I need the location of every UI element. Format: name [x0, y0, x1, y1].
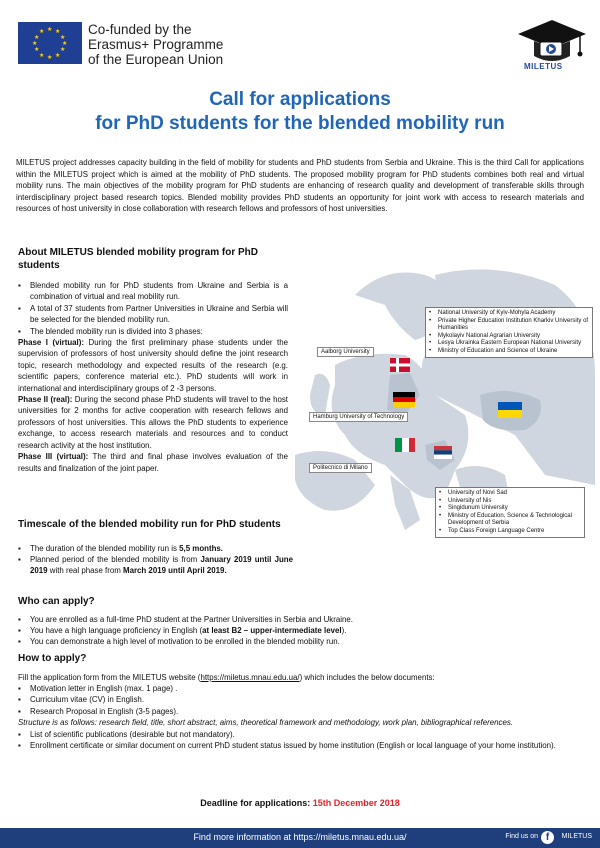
proposal-structure-note: Structure is as follows: research field, title, short abstract, aims, theoretical framework and methodology, work plan, bibliographical references.	[18, 718, 513, 728]
who-bullets	[18, 614, 588, 648]
find-us-label: Find us on	[505, 833, 538, 840]
list-item	[18, 625, 588, 636]
phase-2-label: Phase II (real):	[18, 395, 73, 405]
deadline-date: 15th December 2018	[312, 798, 400, 808]
about-bullets	[18, 280, 288, 337]
list-item: • National University of Kyiv-Mohyla Academy	[429, 310, 589, 318]
list-item: ▪ List of scientific publications (desirable but not mandatory).	[18, 729, 588, 740]
language-level: at least B2 – upper-intermediate level	[202, 625, 342, 635]
how-intro-text: Fill the application form from the MILETUS website (	[18, 672, 201, 682]
deadline-label: Deadline for applications:	[200, 798, 313, 808]
facebook-icon[interactable]: f	[541, 831, 554, 844]
list-item: • Ministry of Education, Science & Technological Development of Serbia	[439, 513, 581, 528]
list-item: • Ministry of Education and Science of Ukraine	[429, 348, 589, 356]
real-phase-range: March 2019 until April 2019.	[123, 566, 227, 576]
document-list	[18, 683, 588, 717]
list-item: ▪ The blended mobility run is divided into 3 phases:	[18, 326, 288, 337]
how-intro	[18, 672, 588, 683]
timescale-heading: Timescale of the blended mobility run for PhD students	[18, 519, 281, 530]
list-item	[18, 543, 588, 554]
footer-info-link[interactable]: Find more information at https://miletus.mnau.edu.ua/	[193, 832, 407, 842]
list-item: ▪ Curriculum vitae (CV) in English.	[18, 694, 588, 705]
list-item: ▪ You can demonstrate a high level of motivation to be enrolled in the blended mobility run.	[18, 636, 588, 647]
duration-value: 5,5 months.	[179, 543, 223, 553]
phase-1	[18, 337, 288, 394]
ukraine-flag-icon	[498, 402, 522, 418]
germany-flag-icon	[393, 392, 415, 407]
list-item: ▪ Enrollment certificate or similar document on current PhD student status issued by home institution (English or local language of your home institution).	[18, 740, 588, 751]
list-item: ▪ Research Proposal in English (3-5 pages).	[18, 706, 588, 717]
miletus-website-link[interactable]: https://miletus.mnau.edu.ua/	[200, 672, 300, 682]
language-text: You have a high language proficiency in English (	[30, 625, 203, 635]
about-section	[18, 247, 288, 474]
europe-map	[295, 255, 595, 545]
who-heading: Who can apply?	[18, 596, 95, 607]
list-item: ▪ Motivation letter in English (max. 1 page) .	[18, 683, 588, 694]
list-item: • Singidunum University	[439, 505, 581, 513]
who-section	[18, 596, 588, 648]
phase-3-label: Phase III (virtual):	[18, 452, 89, 462]
list-item: ▪ A total of 37 students from Partner Universities in Ukraine and Serbia will be selected for the blended mobility run.	[18, 303, 288, 326]
footer	[0, 828, 600, 848]
how-intro-end: ) which includes the below documents:	[299, 672, 435, 682]
list-item: • Mykolayiv National Agrarian University	[429, 333, 589, 341]
period-text: Planned period of the blended mobility is from	[30, 554, 201, 564]
city-label-milano: Politecnico di Milano	[309, 463, 372, 473]
eu-funding-text	[88, 22, 223, 67]
phase-2-text: During the second phase PhD students will travel to the host universities for 2 months for active cooperation with research fellows and professors of host universities. This allows the PhD students to experience exchange, to access research materials and resources and to conduct research activity at the host institution.	[18, 395, 288, 450]
list-item: • University of Novi Sad	[439, 490, 581, 498]
list-item: • Private Higher Education Institution Kharkiv University of Humanities	[429, 318, 589, 333]
intro-paragraph: MILETUS project addresses capacity building in the field of mobility for students and PhD students from Serbia and Ukraine. This is the third Call for applications within the MILETUS project which is aimed at the mobility of PhD students. The proposed mobility program for PhD students combines both real and virtual mobility runs. The main objectives of the mobility program for PhD students are enhancing of research quality and development of transferable skills through interdisciplinary project based research topics. Blended mobility provides PhD students an opportunity for joint work with access to research materials and resources of host university in close collaboration with research fellows and professors of host universities.	[16, 158, 584, 214]
about-heading: About MILETUS blended mobility program for PhD students	[18, 247, 258, 271]
facebook-page-name[interactable]: MILETUS	[561, 833, 592, 840]
list-item	[18, 554, 293, 577]
serbia-flag-icon	[434, 446, 452, 459]
eu-flag-logo: ★ ★ ★ ★ ★ ★ ★ ★ ★ ★ ★ ★	[18, 22, 82, 64]
eu-line-1: Co-funded by the	[88, 22, 192, 37]
phase-3-text: The third and final phase involves evaluation of the results and finalization of the joint paper.	[18, 452, 288, 473]
list-item: ▪ Blended mobility run for PhD students from Ukraine and Serbia is a combination of virtual and real mobility run.	[18, 280, 288, 303]
italy-flag-icon	[395, 438, 415, 452]
eu-line-2: Erasmus+ Programme	[88, 37, 224, 52]
denmark-flag-icon	[390, 358, 410, 372]
how-section	[18, 653, 588, 751]
timescale-section	[18, 519, 588, 577]
ukraine-partners-box	[425, 307, 593, 358]
list-item: • University of Nis	[439, 498, 581, 506]
document-list-2	[18, 729, 588, 752]
phase-1-label: Phase I (virtual):	[18, 338, 85, 348]
duration-text: The duration of the blended mobility run is	[30, 543, 180, 553]
list-item: • Lesya Ukrainka Eastern European National University	[429, 340, 589, 348]
phase-1-text: During the first preliminary phase students under the supervision of professors of host university should define the joint research topic, research methodology and expected results of the research (e.g. scientific papers, conference material etc.). PhD students will work in international and interdisciplinary groups of 2 -3 persons.	[18, 338, 289, 393]
city-label-hamburg: Hamburg University of Technology	[309, 412, 408, 422]
page-title	[0, 88, 600, 136]
header	[0, 0, 600, 80]
phase-2	[18, 394, 288, 451]
phase-3	[18, 451, 288, 474]
title-line-1: Call for applications	[209, 89, 391, 110]
list-item: • Top Class Foreign Language Centre	[439, 528, 581, 536]
how-heading: How to apply?	[18, 653, 87, 664]
period-range: January 2019 until June 2019	[30, 554, 293, 576]
timescale-bullets	[18, 543, 588, 577]
list-item: ▪ You are enrolled as a full-time PhD student at the Partner Universities in Serbia and Ukraine.	[18, 614, 588, 625]
eu-line-3: of the European Union	[88, 52, 224, 67]
deadline	[0, 798, 600, 808]
language-text-end: ).	[341, 625, 347, 635]
title-line-2: for PhD students for the blended mobility run	[95, 113, 505, 134]
city-label-aalborg: Aalborg University	[317, 347, 374, 357]
period-text-2: with real phase from	[47, 566, 123, 576]
logo-wordmark: MILETUS	[524, 62, 563, 71]
